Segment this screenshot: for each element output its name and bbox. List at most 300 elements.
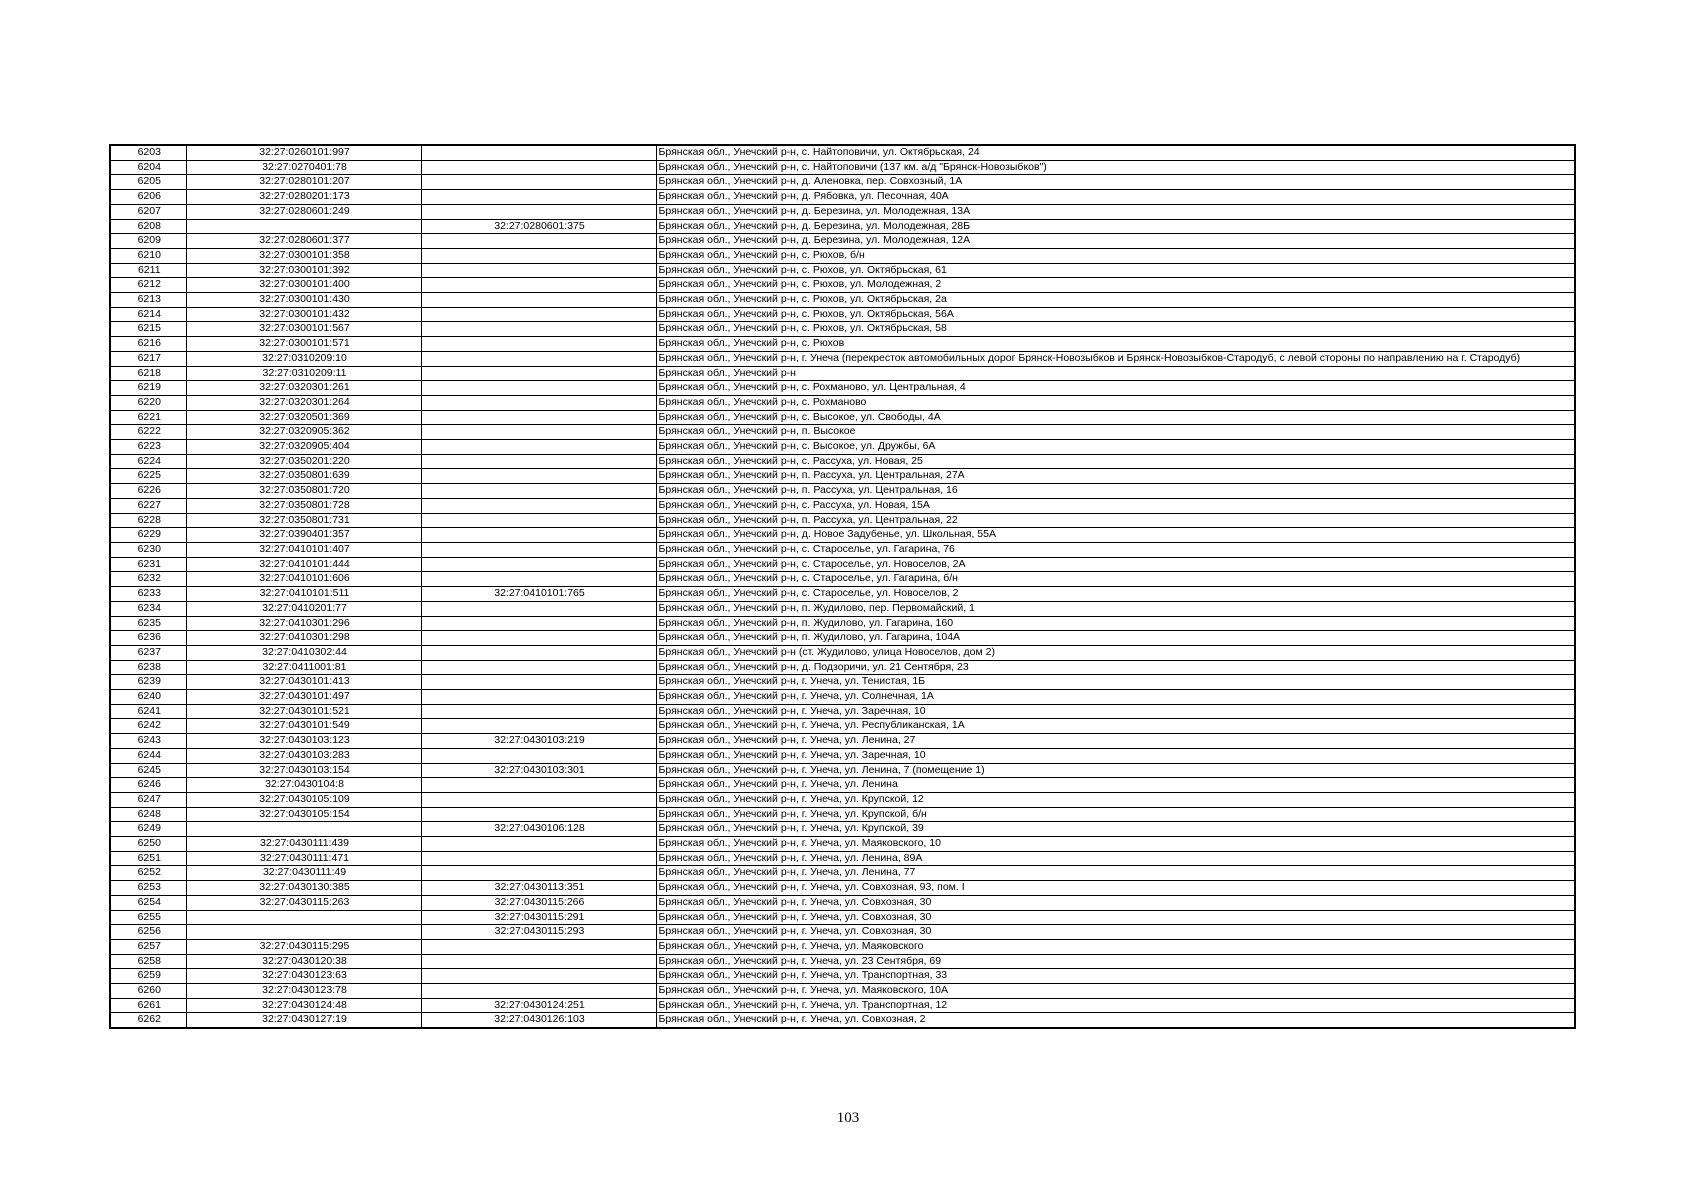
table-row: [110, 219, 1575, 234]
table-row: [110, 513, 1575, 528]
row-number-cell: 6235: [110, 616, 186, 631]
table-row: [110, 851, 1575, 866]
related-cadastral-number-cell: [421, 557, 656, 572]
related-cadastral-number-cell: [421, 851, 656, 866]
table-row: [110, 337, 1575, 352]
related-cadastral-number-cell: [421, 866, 656, 881]
table-row: [110, 587, 1575, 602]
address-cell: Брянская обл., Унечский р-н (ст. Жудилово, улица Новоселов, дом 2): [656, 645, 1575, 660]
row-number-cell: 6242: [110, 719, 186, 734]
cadastral-number-cell: 32:27:0410101:606: [186, 572, 421, 587]
related-cadastral-number-cell: [421, 969, 656, 984]
register-table: [109, 144, 1576, 1029]
table-row: [110, 234, 1575, 249]
address-cell: Брянская обл., Унечский р-н, г. Унеча, ул. Маяковского, 10: [656, 837, 1575, 852]
related-cadastral-number-cell: 32:27:0430115:291: [421, 910, 656, 925]
cadastral-number-cell: 32:27:0350801:728: [186, 498, 421, 513]
related-cadastral-number-cell: [421, 675, 656, 690]
row-number-cell: 6240: [110, 690, 186, 705]
cadastral-number-cell: 32:27:0350801:720: [186, 484, 421, 499]
address-cell: Брянская обл., Унечский р-н, г. Унеча, ул. Солнечная, 1А: [656, 690, 1575, 705]
row-number-cell: 6220: [110, 395, 186, 410]
related-cadastral-number-cell: [421, 395, 656, 410]
address-cell: Брянская обл., Унечский р-н, с. Старосельe, ул. Новоселов, 2А: [656, 557, 1575, 572]
table-row: [110, 734, 1575, 749]
related-cadastral-number-cell: [421, 322, 656, 337]
table-row: [110, 601, 1575, 616]
cadastral-number-cell: 32:27:0430115:263: [186, 895, 421, 910]
row-number-cell: 6227: [110, 498, 186, 513]
related-cadastral-number-cell: [421, 513, 656, 528]
row-number-cell: 6203: [110, 145, 186, 160]
related-cadastral-number-cell: [421, 160, 656, 175]
row-number-cell: 6238: [110, 660, 186, 675]
address-cell: Брянская обл., Унечский р-н, п. Рассуха, ул. Центральная, 27А: [656, 469, 1575, 484]
cadastral-number-cell: 32:27:0350801:731: [186, 513, 421, 528]
related-cadastral-number-cell: [421, 234, 656, 249]
row-number-cell: 6257: [110, 939, 186, 954]
address-cell: Брянская обл., Унечский р-н, с. Рассуха, ул. Новая, 15А: [656, 498, 1575, 513]
cadastral-number-cell: 32:27:0411001:81: [186, 660, 421, 675]
table-row: [110, 204, 1575, 219]
cadastral-number-cell: 32:27:0320905:404: [186, 440, 421, 455]
address-cell: Брянская обл., Унечский р-н, п. Жудилово, ул. Гагарина, 104А: [656, 631, 1575, 646]
page-number: 103: [836, 1110, 860, 1126]
related-cadastral-number-cell: 32:27:0430103:301: [421, 763, 656, 778]
row-number-cell: 6221: [110, 410, 186, 425]
related-cadastral-number-cell: [421, 645, 656, 660]
row-number-cell: 6214: [110, 307, 186, 322]
cadastral-number-cell: 32:27:0300101:358: [186, 248, 421, 263]
address-cell: Брянская обл., Унечский р-н, д. Аленовка, пер. Совхозный, 1А: [656, 175, 1575, 190]
cadastral-number-cell: 32:27:0410101:511: [186, 587, 421, 602]
cadastral-number-cell: 32:27:0430101:549: [186, 719, 421, 734]
table-row: [110, 925, 1575, 940]
cadastral-number-cell: 32:27:0410201:77: [186, 601, 421, 616]
table-row: [110, 660, 1575, 675]
row-number-cell: 6204: [110, 160, 186, 175]
address-cell: Брянская обл., Унечский р-н, г. Унеча, ул. Транспортная, 12: [656, 998, 1575, 1013]
cadastral-number-cell: 32:27:0430111:439: [186, 837, 421, 852]
related-cadastral-number-cell: [421, 704, 656, 719]
address-cell: Брянская обл., Унечский р-н, с. Найтоповичи, ул. Октябрьская, 24: [656, 145, 1575, 160]
address-cell: Брянская обл., Унечский р-н, с. Рюхов: [656, 337, 1575, 352]
related-cadastral-number-cell: 32:27:0430126:103: [421, 1013, 656, 1028]
table-row: [110, 719, 1575, 734]
row-number-cell: 6223: [110, 440, 186, 455]
table-row: [110, 557, 1575, 572]
related-cadastral-number-cell: [421, 616, 656, 631]
address-cell: Брянская обл., Унечский р-н, г. Унеча, ул. 23 Сентября, 69: [656, 954, 1575, 969]
related-cadastral-number-cell: [421, 984, 656, 999]
table-row: [110, 778, 1575, 793]
row-number-cell: 6244: [110, 748, 186, 763]
table-row: [110, 748, 1575, 763]
address-cell: Брянская обл., Унечский р-н, п. Жудилово, ул. Гагарина, 160: [656, 616, 1575, 631]
related-cadastral-number-cell: 32:27:0430113:351: [421, 881, 656, 896]
cadastral-number-cell: 32:27:0410101:444: [186, 557, 421, 572]
cadastral-number-cell: 32:27:0430101:413: [186, 675, 421, 690]
table-row: [110, 248, 1575, 263]
related-cadastral-number-cell: 32:27:0280601:375: [421, 219, 656, 234]
address-cell: Брянская обл., Унечский р-н, с. Рюхов, б/н: [656, 248, 1575, 263]
cadastral-number-cell: 32:27:0430105:109: [186, 792, 421, 807]
related-cadastral-number-cell: [421, 263, 656, 278]
address-cell: Брянская обл., Унечский р-н, с. Рюхов, ул. Октябрьская, 56А: [656, 307, 1575, 322]
cadastral-number-cell: 32:27:0320905:362: [186, 425, 421, 440]
row-number-cell: 6236: [110, 631, 186, 646]
cadastral-number-cell: 32:27:0350801:639: [186, 469, 421, 484]
row-number-cell: 6241: [110, 704, 186, 719]
row-number-cell: 6217: [110, 351, 186, 366]
row-number-cell: 6224: [110, 454, 186, 469]
address-cell: Брянская обл., Унечский р-н, с. Найтоповичи (137 км. а/д "Брянск-Новозыбков"): [656, 160, 1575, 175]
cadastral-number-cell: [186, 925, 421, 940]
address-cell: Брянская обл., Унечский р-н, с. Рохманово: [656, 395, 1575, 410]
related-cadastral-number-cell: [421, 410, 656, 425]
address-cell: Брянская обл., Унечский р-н, г. Унеча, ул. Крупской, 39: [656, 822, 1575, 837]
cadastral-number-cell: 32:27:0280601:377: [186, 234, 421, 249]
table-row: [110, 690, 1575, 705]
row-number-cell: 6210: [110, 248, 186, 263]
row-number-cell: 6209: [110, 234, 186, 249]
table-row: [110, 866, 1575, 881]
table-row: [110, 440, 1575, 455]
address-cell: Брянская обл., Унечский р-н, г. Унеча, ул. Крупской, 12: [656, 792, 1575, 807]
row-number-cell: 6258: [110, 954, 186, 969]
cadastral-number-cell: 32:27:0310209:10: [186, 351, 421, 366]
related-cadastral-number-cell: [421, 145, 656, 160]
related-cadastral-number-cell: [421, 528, 656, 543]
row-number-cell: 6207: [110, 204, 186, 219]
related-cadastral-number-cell: [421, 440, 656, 455]
cadastral-number-cell: 32:27:0320301:261: [186, 381, 421, 396]
table-row: [110, 910, 1575, 925]
table-row: [110, 822, 1575, 837]
related-cadastral-number-cell: [421, 307, 656, 322]
row-number-cell: 6225: [110, 469, 186, 484]
related-cadastral-number-cell: [421, 351, 656, 366]
cadastral-number-cell: [186, 910, 421, 925]
table-row: [110, 160, 1575, 175]
row-number-cell: 6208: [110, 219, 186, 234]
cadastral-number-cell: 32:27:0430120:38: [186, 954, 421, 969]
cadastral-number-cell: 32:27:0430123:78: [186, 984, 421, 999]
cadastral-number-cell: 32:27:0430105:154: [186, 807, 421, 822]
address-cell: Брянская обл., Унечский р-н, д. Березина, ул. Молодежная, 12А: [656, 234, 1575, 249]
related-cadastral-number-cell: [421, 293, 656, 308]
cadastral-number-cell: [186, 219, 421, 234]
row-number-cell: 6230: [110, 542, 186, 557]
cadastral-number-cell: 32:27:0350201:220: [186, 454, 421, 469]
table-row: [110, 984, 1575, 999]
related-cadastral-number-cell: 32:27:0430115:266: [421, 895, 656, 910]
row-number-cell: 6216: [110, 337, 186, 352]
address-cell: Брянская обл., Унечский р-н, д. Подзоричи, ул. 21 Сентября, 23: [656, 660, 1575, 675]
related-cadastral-number-cell: [421, 837, 656, 852]
related-cadastral-number-cell: [421, 631, 656, 646]
related-cadastral-number-cell: [421, 690, 656, 705]
table-row: [110, 175, 1575, 190]
table-row: [110, 837, 1575, 852]
cadastral-number-cell: 32:27:0320301:264: [186, 395, 421, 410]
address-cell: Брянская обл., Унечский р-н, с. Рохманово, ул. Центральная, 4: [656, 381, 1575, 396]
address-cell: Брянская обл., Унечский р-н, д. Новое Задубенье, ул. Школьная, 55А: [656, 528, 1575, 543]
related-cadastral-number-cell: [421, 939, 656, 954]
cadastral-number-cell: 32:27:0430101:497: [186, 690, 421, 705]
address-cell: Брянская обл., Унечский р-н, п. Жудилово, пер. Первомайский, 1: [656, 601, 1575, 616]
address-cell: Брянская обл., Унечский р-н, г. Унеча, ул. Ленина: [656, 778, 1575, 793]
table-row: [110, 998, 1575, 1013]
address-cell: Брянская обл., Унечский р-н, п. Высокое: [656, 425, 1575, 440]
related-cadastral-number-cell: 32:27:0430124:251: [421, 998, 656, 1013]
table-row: [110, 351, 1575, 366]
row-number-cell: 6262: [110, 1013, 186, 1028]
row-number-cell: 6256: [110, 925, 186, 940]
related-cadastral-number-cell: [421, 719, 656, 734]
row-number-cell: 6211: [110, 263, 186, 278]
table-row: [110, 645, 1575, 660]
cadastral-number-cell: 32:27:0430103:283: [186, 748, 421, 763]
cadastral-number-cell: 32:27:0430123:63: [186, 969, 421, 984]
related-cadastral-number-cell: [421, 748, 656, 763]
table-row: [110, 807, 1575, 822]
row-number-cell: 6233: [110, 587, 186, 602]
related-cadastral-number-cell: [421, 337, 656, 352]
cadastral-number-cell: 32:27:0280601:249: [186, 204, 421, 219]
row-number-cell: 6232: [110, 572, 186, 587]
related-cadastral-number-cell: [421, 660, 656, 675]
register-table-body: [110, 145, 1575, 1028]
table-row: [110, 484, 1575, 499]
address-cell: Брянская обл., Унечский р-н, г. Унеча, ул. Совхозная, 30: [656, 925, 1575, 940]
cadastral-number-cell: 32:27:0270401:78: [186, 160, 421, 175]
address-cell: Брянская обл., Унечский р-н, с. Старосельe, ул. Гагарина, б/н: [656, 572, 1575, 587]
related-cadastral-number-cell: 32:27:0430103:219: [421, 734, 656, 749]
cadastral-number-cell: 32:27:0410302:44: [186, 645, 421, 660]
table-row: [110, 1013, 1575, 1028]
address-cell: Брянская обл., Унечский р-н, п. Рассуха, ул. Центральная, 22: [656, 513, 1575, 528]
table-row: [110, 616, 1575, 631]
table-row: [110, 939, 1575, 954]
related-cadastral-number-cell: [421, 454, 656, 469]
address-cell: Брянская обл., Унечский р-н, п. Рассуха, ул. Центральная, 16: [656, 484, 1575, 499]
address-cell: Брянская обл., Унечский р-н, г. Унеча, ул. Совхозная, 30: [656, 895, 1575, 910]
cadastral-number-cell: 32:27:0300101:400: [186, 278, 421, 293]
related-cadastral-number-cell: 32:27:0430106:128: [421, 822, 656, 837]
table-row: [110, 410, 1575, 425]
related-cadastral-number-cell: [421, 484, 656, 499]
table-row: [110, 675, 1575, 690]
address-cell: Брянская обл., Унечский р-н, с. Высокое, ул. Свободы, 4А: [656, 410, 1575, 425]
table-row: [110, 263, 1575, 278]
row-number-cell: 6251: [110, 851, 186, 866]
table-row: [110, 528, 1575, 543]
row-number-cell: 6229: [110, 528, 186, 543]
related-cadastral-number-cell: [421, 792, 656, 807]
cadastral-number-cell: 32:27:0430104:8: [186, 778, 421, 793]
cadastral-number-cell: 32:27:0300101:567: [186, 322, 421, 337]
row-number-cell: 6231: [110, 557, 186, 572]
address-cell: Брянская обл., Унечский р-н, с. Рюхов, ул. Октябрьская, 61: [656, 263, 1575, 278]
address-cell: Брянская обл., Унечский р-н, д. Березина, ул. Молодежная, 28Б: [656, 219, 1575, 234]
table-row: [110, 969, 1575, 984]
address-cell: Брянская обл., Унечский р-н, с. Рюхов, ул. Октябрьская, 2а: [656, 293, 1575, 308]
cadastral-number-cell: [186, 822, 421, 837]
cadastral-number-cell: 32:27:0300101:432: [186, 307, 421, 322]
row-number-cell: 6239: [110, 675, 186, 690]
address-cell: Брянская обл., Унечский р-н, г. Унеча, ул. Тенистая, 1Б: [656, 675, 1575, 690]
address-cell: Брянская обл., Унечский р-н, с. Высокое, ул. Дружбы, 6А: [656, 440, 1575, 455]
related-cadastral-number-cell: [421, 366, 656, 381]
related-cadastral-number-cell: [421, 778, 656, 793]
row-number-cell: 6234: [110, 601, 186, 616]
table-row: [110, 322, 1575, 337]
address-cell: Брянская обл., Унечский р-н, г. Унеча, ул. Ленина, 77: [656, 866, 1575, 881]
table-row: [110, 454, 1575, 469]
row-number-cell: 6247: [110, 792, 186, 807]
table-row: [110, 278, 1575, 293]
cadastral-number-cell: 32:27:0430115:295: [186, 939, 421, 954]
table-row: [110, 498, 1575, 513]
row-number-cell: 6246: [110, 778, 186, 793]
related-cadastral-number-cell: [421, 381, 656, 396]
related-cadastral-number-cell: [421, 425, 656, 440]
cadastral-number-cell: 32:27:0430124:48: [186, 998, 421, 1013]
cadastral-number-cell: 32:27:0260101:997: [186, 145, 421, 160]
related-cadastral-number-cell: [421, 248, 656, 263]
cadastral-number-cell: 32:27:0430111:49: [186, 866, 421, 881]
table-row: [110, 395, 1575, 410]
table-row: [110, 792, 1575, 807]
related-cadastral-number-cell: [421, 469, 656, 484]
related-cadastral-number-cell: [421, 498, 656, 513]
address-cell: Брянская обл., Унечский р-н, д. Березина, ул. Молодежная, 13А: [656, 204, 1575, 219]
cadastral-number-cell: 32:27:0430127:19: [186, 1013, 421, 1028]
address-cell: Брянская обл., Унечский р-н, г. Унеча, ул. Совхозная, 2: [656, 1013, 1575, 1028]
related-cadastral-number-cell: [421, 278, 656, 293]
row-number-cell: 6255: [110, 910, 186, 925]
table-row: [110, 293, 1575, 308]
cadastral-number-cell: 32:27:0280101:207: [186, 175, 421, 190]
related-cadastral-number-cell: 32:27:0430115:293: [421, 925, 656, 940]
related-cadastral-number-cell: [421, 807, 656, 822]
row-number-cell: 6261: [110, 998, 186, 1013]
table-row: [110, 542, 1575, 557]
cadastral-number-cell: 32:27:0410301:298: [186, 631, 421, 646]
address-cell: Брянская обл., Унечский р-н, г. Унеча, ул. Маяковского, 10А: [656, 984, 1575, 999]
cadastral-number-cell: 32:27:0390401:357: [186, 528, 421, 543]
cadastral-number-cell: 32:27:0320501:369: [186, 410, 421, 425]
table-row: [110, 895, 1575, 910]
row-number-cell: 6213: [110, 293, 186, 308]
address-cell: Брянская обл., Унечский р-н, г. Унеча, ул. Ленина, 89А: [656, 851, 1575, 866]
table-row: [110, 631, 1575, 646]
row-number-cell: 6212: [110, 278, 186, 293]
cadastral-number-cell: 32:27:0300101:430: [186, 293, 421, 308]
cadastral-number-cell: 32:27:0430130:385: [186, 881, 421, 896]
cadastral-number-cell: 32:27:0280201:173: [186, 190, 421, 205]
row-number-cell: 6254: [110, 895, 186, 910]
address-cell: Брянская обл., Унечский р-н, г. Унеча, ул. Совхозная, 93, пом. I: [656, 881, 1575, 896]
address-cell: Брянская обл., Унечский р-н, г. Унеча, ул. Республиканская, 1А: [656, 719, 1575, 734]
table-row: [110, 425, 1575, 440]
row-number-cell: 6237: [110, 645, 186, 660]
cadastral-number-cell: 32:27:0430111:471: [186, 851, 421, 866]
cadastral-number-cell: 32:27:0430103:123: [186, 734, 421, 749]
table-row: [110, 954, 1575, 969]
row-number-cell: 6252: [110, 866, 186, 881]
table-row: [110, 190, 1575, 205]
table-row: [110, 704, 1575, 719]
row-number-cell: 6219: [110, 381, 186, 396]
address-cell: Брянская обл., Унечский р-н, с. Рюхов, ул. Октябрьская, 58: [656, 322, 1575, 337]
cadastral-number-cell: 32:27:0410301:296: [186, 616, 421, 631]
address-cell: Брянская обл., Унечский р-н, с. Старосельe, ул. Новоселов, 2: [656, 587, 1575, 602]
table-row: [110, 307, 1575, 322]
related-cadastral-number-cell: [421, 190, 656, 205]
table-row: [110, 469, 1575, 484]
row-number-cell: 6218: [110, 366, 186, 381]
table-row: [110, 881, 1575, 896]
address-cell: Брянская обл., Унечский р-н, г. Унеча (перекресток автомобильных дорог Брянск-Новозыбков и Брянск-Новозыбков-Стародуб, с левой стороны по направлению на г. Стародуб): [656, 351, 1575, 366]
table-row: [110, 572, 1575, 587]
row-number-cell: 6205: [110, 175, 186, 190]
row-number-cell: 6245: [110, 763, 186, 778]
row-number-cell: 6228: [110, 513, 186, 528]
related-cadastral-number-cell: [421, 601, 656, 616]
row-number-cell: 6243: [110, 734, 186, 749]
row-number-cell: 6248: [110, 807, 186, 822]
cadastral-number-cell: 32:27:0410101:407: [186, 542, 421, 557]
table-row: [110, 145, 1575, 160]
row-number-cell: 6226: [110, 484, 186, 499]
address-cell: Брянская обл., Унечский р-н, г. Унеча, ул. Заречная, 10: [656, 704, 1575, 719]
row-number-cell: 6250: [110, 837, 186, 852]
related-cadastral-number-cell: [421, 542, 656, 557]
related-cadastral-number-cell: [421, 572, 656, 587]
cadastral-number-cell: 32:27:0430103:154: [186, 763, 421, 778]
related-cadastral-number-cell: [421, 954, 656, 969]
address-cell: Брянская обл., Унечский р-н, с. Рюхов, ул. Молодежная, 2: [656, 278, 1575, 293]
row-number-cell: 6206: [110, 190, 186, 205]
row-number-cell: 6259: [110, 969, 186, 984]
related-cadastral-number-cell: 32:27:0410101:765: [421, 587, 656, 602]
row-number-cell: 6253: [110, 881, 186, 896]
address-cell: Брянская обл., Унечский р-н, г. Унеча, ул. Ленина, 7 (помещение 1): [656, 763, 1575, 778]
address-cell: Брянская обл., Унечский р-н: [656, 366, 1575, 381]
related-cadastral-number-cell: [421, 175, 656, 190]
address-cell: Брянская обл., Унечский р-н, г. Унеча, ул. Заречная, 10: [656, 748, 1575, 763]
address-cell: Брянская обл., Унечский р-н, г. Унеча, ул. Транспортная, 33: [656, 969, 1575, 984]
row-number-cell: 6222: [110, 425, 186, 440]
table-row: [110, 763, 1575, 778]
address-cell: Брянская обл., Унечский р-н, г. Унеча, ул. Маяковского: [656, 939, 1575, 954]
address-cell: Брянская обл., Унечский р-н, д. Рябовка, ул. Песочная, 40А: [656, 190, 1575, 205]
row-number-cell: 6260: [110, 984, 186, 999]
cadastral-number-cell: 32:27:0310209:11: [186, 366, 421, 381]
related-cadastral-number-cell: [421, 204, 656, 219]
address-cell: Брянская обл., Унечский р-н, г. Унеча, ул. Крупской, б/н: [656, 807, 1575, 822]
cadastral-number-cell: 32:27:0430101:521: [186, 704, 421, 719]
row-number-cell: 6215: [110, 322, 186, 337]
register-table-container: [109, 144, 1574, 1029]
address-cell: Брянская обл., Унечский р-н, с. Старосельe, ул. Гагарина, 76: [656, 542, 1575, 557]
row-number-cell: 6249: [110, 822, 186, 837]
cadastral-number-cell: 32:27:0300101:571: [186, 337, 421, 352]
table-row: [110, 381, 1575, 396]
cadastral-number-cell: 32:27:0300101:392: [186, 263, 421, 278]
